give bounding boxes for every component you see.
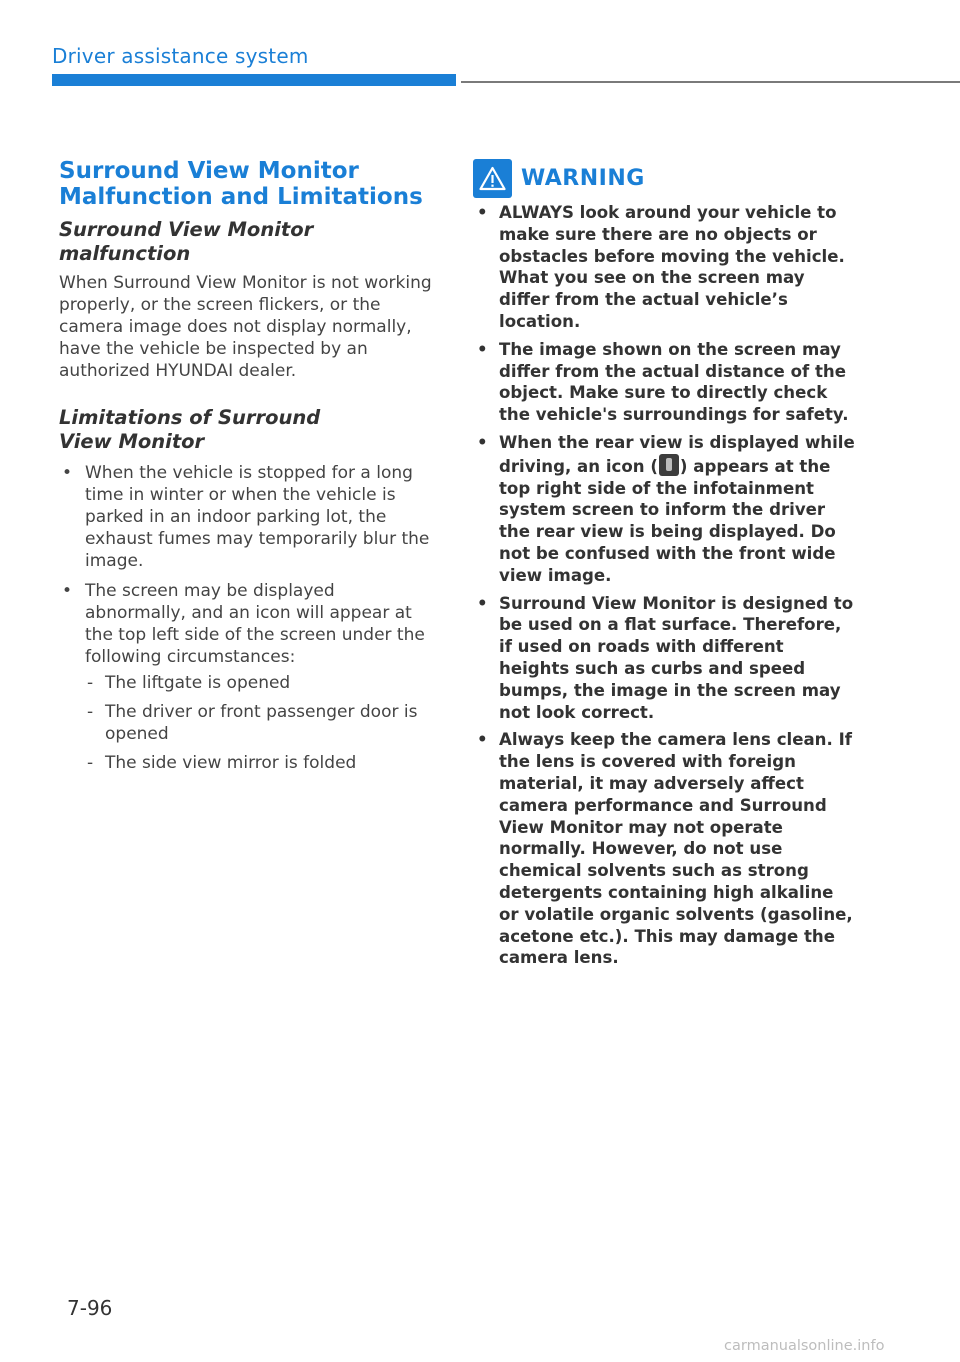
page-number: 7-96 bbox=[67, 1296, 113, 1320]
warning-text: The image shown on the screen may differ from the actual distance of the object. Make sure to directly check the vehicle's surroundings for safety. bbox=[499, 339, 849, 425]
warning-text: ALWAYS look around your vehicle to make sure there are no objects or obstacles before moving the vehicle. What you see on the screen may differ from the actual vehicle’s location. bbox=[499, 203, 845, 331]
bullet-marker: • bbox=[477, 593, 488, 613]
section-title-line-1: Surround View Monitor bbox=[59, 158, 359, 184]
limitations-heading: Limitations of Surround View Monitor bbox=[59, 406, 321, 453]
list-item bbox=[59, 580, 439, 774]
malfunction-text: When Surround View Monitor is not working properly, or the screen flickers, or the camera image does not display normally, have the vehicle be inspected by an authorized HYUNDAI dealer. bbox=[59, 273, 432, 381]
list-item bbox=[473, 339, 858, 426]
warning-triangle-icon bbox=[473, 159, 512, 198]
dash-marker: - bbox=[87, 673, 94, 693]
warning-label: WARNING bbox=[521, 165, 645, 191]
limitation-text: The screen may be displayed abnormally, and an icon will appear at the top left side of the screen under the following circumstances: bbox=[85, 581, 425, 667]
list-item bbox=[85, 701, 439, 745]
warning-box bbox=[473, 158, 858, 975]
bullet-marker: • bbox=[477, 432, 488, 452]
circumstance-text: The liftgate is opened bbox=[105, 673, 291, 693]
chapter-title: Driver assistance system bbox=[52, 44, 309, 68]
list-item bbox=[473, 593, 858, 724]
list-item bbox=[473, 202, 858, 333]
warning-text-before-icon: When the rear view is displayed while driving, an icon ( bbox=[499, 432, 855, 476]
bullet-marker: • bbox=[477, 730, 488, 750]
circumstance-text: The side view mirror is folded bbox=[105, 753, 357, 773]
warning-text-after-icon: ) appears at the top right side of the infotainment system screen to inform the driver the rear view is being displayed. Do not be confused with the front wide view image. bbox=[499, 456, 836, 585]
bullet-marker: • bbox=[477, 203, 488, 222]
warning-list bbox=[473, 202, 858, 969]
warning-header bbox=[473, 158, 858, 198]
list-item bbox=[473, 729, 858, 969]
list-item bbox=[85, 752, 439, 774]
circumstances-list bbox=[85, 672, 439, 774]
bullet-marker: • bbox=[62, 581, 73, 601]
section-title-line-2: Malfunction and Limitations bbox=[59, 184, 423, 210]
list-item bbox=[85, 672, 439, 694]
dash-marker: - bbox=[87, 753, 94, 773]
header-accent-bar bbox=[52, 74, 456, 86]
circumstance-text: The driver or front passenger door is opened bbox=[105, 702, 418, 744]
watermark: carmanualsonline.info bbox=[724, 1338, 885, 1354]
bullet-marker: • bbox=[62, 463, 73, 483]
header-rule bbox=[461, 81, 960, 83]
section-title bbox=[59, 158, 439, 210]
bullet-marker: • bbox=[477, 339, 488, 359]
warning-text: Surround View Monitor is designed to be used on a flat surface. Therefore, if used on roads with different heights such as curbs and speed bumps, the image in the screen may not look correct. bbox=[499, 593, 854, 722]
left-column bbox=[59, 158, 439, 782]
dash-marker: - bbox=[87, 702, 94, 722]
limitation-text: When the vehicle is stopped for a long time in winter or when the vehicle is parked in an indoor parking lot, the exhaust fumes may temporarily blur the image. bbox=[85, 463, 430, 571]
list-item bbox=[473, 432, 858, 587]
limitations-list bbox=[59, 462, 439, 774]
rear-view-camera-icon bbox=[659, 454, 679, 476]
list-item bbox=[59, 462, 439, 572]
warning-text: Always keep the camera lens clean. If the lens is covered with foreign material, it may adversely affect camera performance and Surround View Monitor may not operate normally. However, do not use chemical solvents such as strong detergents containing high alkaline or volatile organic solvents (gasoline, acetone etc.). This may damage the camera lens. bbox=[499, 730, 853, 968]
malfunction-heading: Surround View Monitor malfunction bbox=[59, 218, 314, 265]
